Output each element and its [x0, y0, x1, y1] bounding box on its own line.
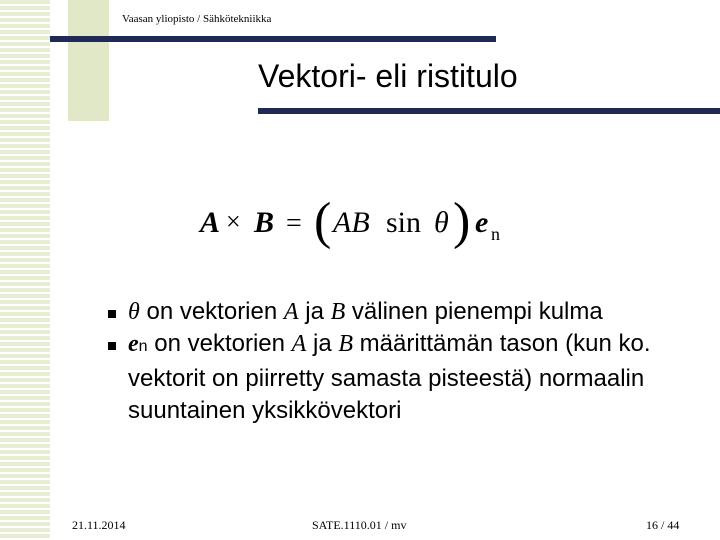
vector-a: A — [283, 299, 299, 325]
vector-b: B — [338, 331, 354, 357]
list-item — [100, 296, 700, 328]
formula-unit-vector-sub: n — [491, 224, 500, 244]
vector-a: A — [291, 331, 307, 357]
formula-ab: AB — [333, 206, 370, 239]
unit-vector-sub: n — [138, 338, 148, 355]
bullet-text: on vektorien — [139, 298, 284, 325]
decorative-stripes — [0, 0, 50, 540]
formula-equals: = — [286, 208, 302, 239]
formula-cross-sign: × — [226, 207, 241, 236]
theta-symbol: θ — [128, 299, 140, 325]
bullet-text: määrittämän tason (kun ko. vektorit on piirretty samasta pisteestä) normaalin suuntainen yksikkövektori — [128, 330, 651, 424]
bullet-square-icon — [108, 310, 116, 318]
formula-vector-b: B — [254, 206, 275, 239]
bullet-square-icon — [108, 342, 116, 350]
unit-vector-e: e — [128, 331, 139, 357]
bullet-text: on vektorien — [147, 330, 292, 357]
cross-product-formula — [198, 190, 518, 260]
formula-theta: θ — [434, 206, 449, 239]
footer-page-number: 16 / 44 — [646, 518, 680, 532]
formula-svg — [198, 190, 518, 260]
formula-right-paren: ) — [453, 193, 471, 250]
vector-b: B — [330, 299, 346, 325]
header-rule — [50, 36, 496, 42]
bullet-text: ja — [306, 330, 339, 357]
header-institution: Vaasan yliopisto / Sähkötekniikka — [122, 13, 272, 25]
list-item — [100, 328, 700, 427]
slide-title: Vektori- eli ristitulo — [258, 58, 518, 94]
decorative-block — [68, 0, 109, 121]
footer-date: 21.11.2014 — [72, 518, 126, 532]
footer-course: SATE.1110.01 / mv — [312, 518, 407, 532]
formula-vector-a: A — [200, 206, 221, 239]
title-rule — [258, 108, 720, 114]
bullet-list — [100, 296, 700, 427]
formula-left-paren: ( — [314, 193, 332, 250]
formula-unit-vector-e: e — [475, 206, 489, 239]
bullet-text: välinen pienempi kulma — [345, 298, 603, 325]
bullet-text: ja — [298, 298, 331, 325]
formula-sin: sin — [386, 206, 422, 239]
